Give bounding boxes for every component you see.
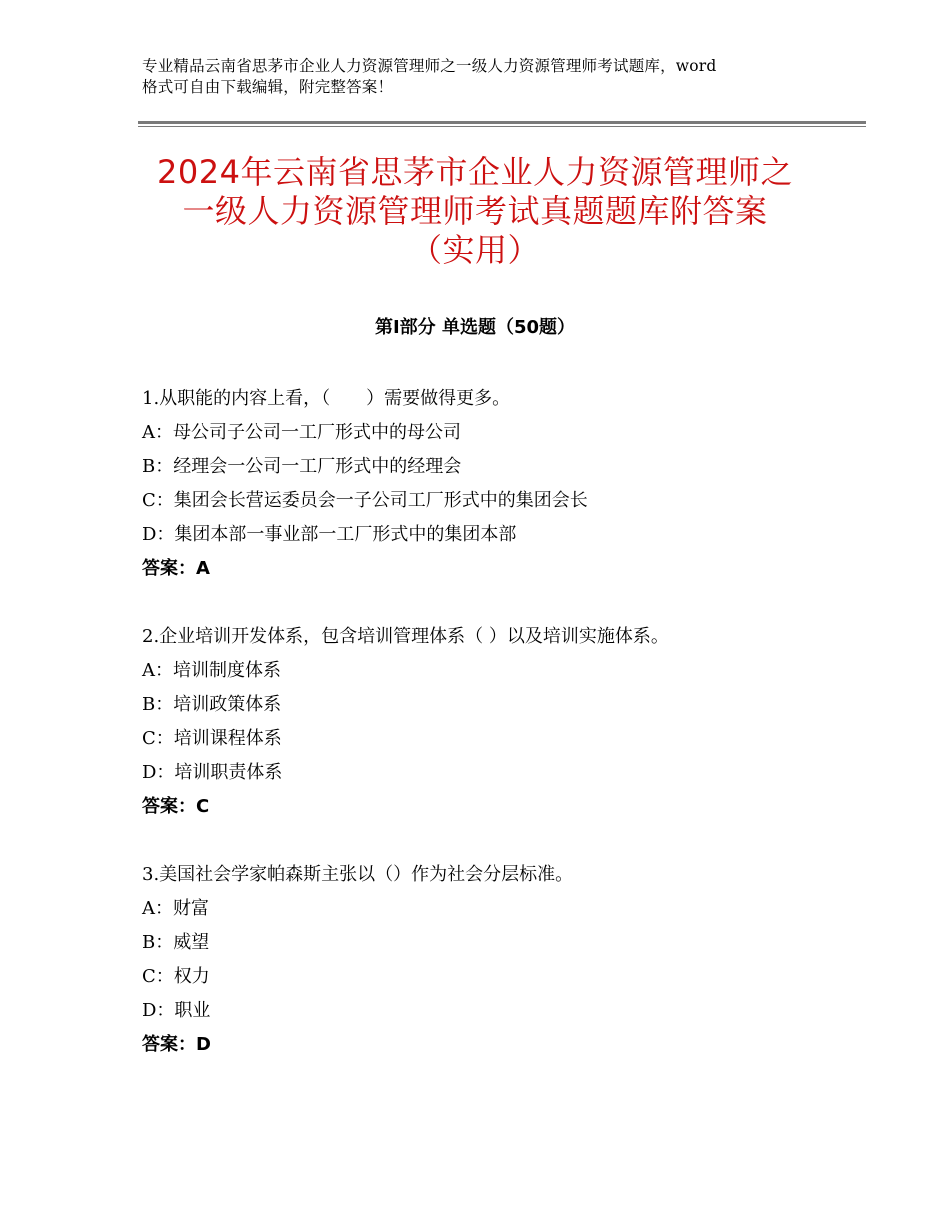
question-stem: 1.从职能的内容上看，（ ）需要做得更多。 [142, 388, 511, 409]
option-c: C：集团会长营运委员会一子公司工厂形式中的集团会长 [142, 490, 588, 511]
header-divider-thick [138, 121, 866, 124]
option-c: C：权力 [142, 966, 210, 987]
question-list [142, 382, 842, 1096]
question-2 [142, 620, 842, 824]
section-title: 第Ⅰ部分 单选题（50题） [374, 317, 575, 338]
option-b: B：威望 [142, 932, 210, 953]
header-note-line-1: 专业精品云南省思茅市企业人力资源管理师之一级人力资源管理师考试题库，word [142, 57, 717, 75]
header-note-line-2: 格式可自由下载编辑，附完整答案！ [142, 78, 394, 96]
option-a: A：财富 [142, 898, 209, 919]
answer: 答案：A [142, 558, 210, 579]
option-a: A：培训制度体系 [142, 660, 281, 681]
option-b: B：经理会一公司一工厂形式中的经理会 [142, 456, 462, 477]
question-stem: 3.美国社会学家帕森斯主张以（）作为社会分层标准。 [142, 864, 574, 885]
option-d: D：集团本部一事业部一工厂形式中的集团本部 [142, 524, 517, 545]
question-3 [142, 858, 842, 1062]
header-divider-thin [138, 126, 866, 127]
option-d: D：职业 [142, 1000, 211, 1021]
option-c: C：培训课程体系 [142, 728, 282, 749]
document-title-line-3: （实用） [409, 231, 540, 269]
document-title [120, 153, 830, 270]
header-note [142, 56, 822, 98]
option-a: A：母公司子公司一工厂形式中的母公司 [142, 422, 461, 443]
answer: 答案：D [142, 1034, 211, 1055]
answer: 答案：C [142, 796, 210, 817]
document-title-line-1: 2024年云南省思茅市企业人力资源管理师之 [157, 153, 793, 191]
option-d: D：培训职责体系 [142, 762, 283, 783]
question-1 [142, 382, 842, 586]
question-stem: 2.企业培训开发体系，包含培训管理体系（ ）以及培训实施体系。 [142, 626, 669, 647]
document-title-line-2: 一级人力资源管理师考试真题题库附答案 [182, 192, 768, 230]
option-b: B：培训政策体系 [142, 694, 282, 715]
